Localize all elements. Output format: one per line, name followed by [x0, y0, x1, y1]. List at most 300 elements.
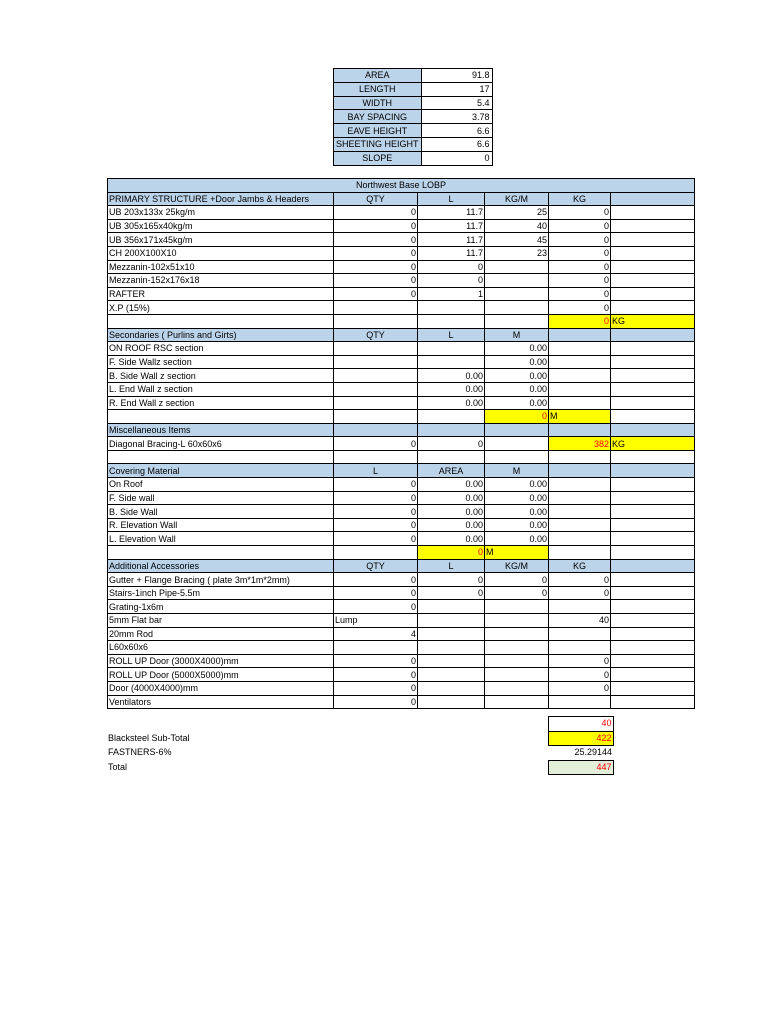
- empty-cell[interactable]: [611, 464, 695, 478]
- kgm-cell[interactable]: [485, 301, 549, 315]
- empty-cell[interactable]: [611, 410, 695, 424]
- empty-cell[interactable]: [611, 274, 695, 288]
- kg-cell[interactable]: 0: [549, 586, 611, 600]
- empty-cell[interactable]: [334, 546, 418, 560]
- empty-cell[interactable]: [611, 559, 695, 573]
- param-value[interactable]: 17: [421, 82, 492, 96]
- item-name[interactable]: ON ROOF RSC section: [108, 342, 334, 356]
- header-name[interactable]: PRIMARY STRUCTURE +Door Jambs & Headers: [108, 192, 334, 206]
- area-cell[interactable]: 0.00: [418, 518, 485, 532]
- qty-cell[interactable]: 0: [334, 681, 418, 695]
- kg-cell[interactable]: 0: [549, 654, 611, 668]
- m-cell[interactable]: 0.00: [485, 369, 549, 383]
- qty-cell[interactable]: [334, 355, 418, 369]
- table-row: [108, 518, 695, 532]
- qty-cell[interactable]: Lump: [334, 614, 418, 628]
- kg-cell[interactable]: [549, 641, 611, 655]
- empty-cell[interactable]: [611, 382, 695, 396]
- empty-cell[interactable]: [108, 546, 334, 560]
- empty-cell[interactable]: [611, 518, 695, 532]
- empty-cell[interactable]: [485, 437, 549, 451]
- empty-cell[interactable]: [485, 423, 549, 437]
- area-cell[interactable]: 0.00: [418, 478, 485, 492]
- item-name[interactable]: UB 305x165x40kg/m: [108, 219, 334, 233]
- empty-cell[interactable]: [611, 206, 695, 220]
- param-label[interactable]: EAVE HEIGHT: [334, 124, 422, 138]
- primary-total-unit[interactable]: KG: [611, 314, 695, 328]
- item-name[interactable]: F. Side Wallz section: [108, 355, 334, 369]
- item-name[interactable]: B. Side Wall z section: [108, 369, 334, 383]
- table-row: [108, 627, 695, 641]
- qty-cell[interactable]: [334, 301, 418, 315]
- param-label[interactable]: SHEETING HEIGHT: [334, 137, 422, 151]
- empty-cell[interactable]: [611, 505, 695, 519]
- table-row: [108, 382, 695, 396]
- empty-cell[interactable]: [418, 410, 485, 424]
- estimate-table: [107, 178, 695, 709]
- param-value[interactable]: 5.4: [421, 96, 492, 110]
- empty-cell[interactable]: [611, 342, 695, 356]
- table-row: [108, 396, 695, 410]
- header-l[interactable]: L: [418, 559, 485, 573]
- empty-cell[interactable]: [611, 355, 695, 369]
- table-row: [108, 668, 695, 682]
- param-row: [334, 82, 493, 96]
- covering-total-unit[interactable]: M: [485, 546, 549, 560]
- length-cell[interactable]: 0.00: [418, 369, 485, 383]
- total-label: Total: [108, 762, 128, 773]
- header-kg[interactable]: KG: [549, 559, 611, 573]
- item-name[interactable]: L. Elevation Wall: [108, 532, 334, 546]
- length-cell[interactable]: [418, 301, 485, 315]
- empty-cell[interactable]: [549, 423, 611, 437]
- kg-cell[interactable]: 0: [549, 681, 611, 695]
- length-cell[interactable]: 0: [418, 573, 485, 587]
- kg-cell[interactable]: 0: [549, 287, 611, 301]
- fasteners-row: [107, 746, 613, 761]
- header-kg[interactable]: KG: [549, 192, 611, 206]
- qty-cell[interactable]: 0: [334, 274, 418, 288]
- length-cell[interactable]: 0: [418, 274, 485, 288]
- subtotal-label: Blacksteel Sub-Total: [108, 732, 190, 743]
- length-cell[interactable]: [418, 600, 485, 614]
- header-m[interactable]: M: [485, 464, 549, 478]
- length-cell[interactable]: 0: [334, 478, 418, 492]
- subtotal-row: [107, 731, 613, 746]
- qty-cell[interactable]: 0: [334, 654, 418, 668]
- item-name[interactable]: L60x60x6: [108, 641, 334, 655]
- param-value[interactable]: 6.6: [421, 137, 492, 151]
- m-cell[interactable]: 0.00: [485, 382, 549, 396]
- length-cell[interactable]: [418, 668, 485, 682]
- empty-cell[interactable]: [611, 219, 695, 233]
- kg-cell[interactable]: 0: [549, 233, 611, 247]
- subtotal-row: [108, 314, 695, 328]
- kgm-cell[interactable]: [485, 668, 549, 682]
- qty-cell[interactable]: 0: [334, 246, 418, 260]
- header-name[interactable]: Additional Accessories: [108, 559, 334, 573]
- qty-cell[interactable]: 0: [334, 437, 418, 451]
- empty-cell[interactable]: [549, 450, 611, 464]
- kg-cell[interactable]: 0: [549, 573, 611, 587]
- kg-cell[interactable]: 0: [549, 246, 611, 260]
- qty-cell[interactable]: [334, 342, 418, 356]
- kgm-cell[interactable]: [485, 627, 549, 641]
- misc-total[interactable]: 382: [549, 437, 611, 451]
- subtotal-row: [108, 546, 695, 560]
- m-cell[interactable]: 0.00: [485, 342, 549, 356]
- item-name[interactable]: R. End Wall z section: [108, 396, 334, 410]
- kgm-cell[interactable]: [485, 681, 549, 695]
- item-name[interactable]: Mezzanin-152x176x18: [108, 274, 334, 288]
- table-row: [108, 287, 695, 301]
- item-name[interactable]: Ventilators: [108, 695, 334, 709]
- length-cell[interactable]: 11.7: [418, 233, 485, 247]
- length-cell[interactable]: 0: [334, 532, 418, 546]
- header-l[interactable]: L: [418, 328, 485, 342]
- length-cell[interactable]: 1: [418, 287, 485, 301]
- header-name[interactable]: Covering Material: [108, 464, 334, 478]
- table-row: [108, 233, 695, 247]
- qty-cell[interactable]: 0: [334, 600, 418, 614]
- table-row: [108, 219, 695, 233]
- kg-cell[interactable]: 0: [549, 301, 611, 315]
- length-cell[interactable]: 0: [418, 260, 485, 274]
- item-name[interactable]: On Roof: [108, 478, 334, 492]
- empty-cell[interactable]: [549, 532, 611, 546]
- table-row: [108, 437, 695, 451]
- item-name[interactable]: L. End Wall z section: [108, 382, 334, 396]
- empty-cell[interactable]: [611, 396, 695, 410]
- kg-cell[interactable]: 0: [549, 274, 611, 288]
- table-row: [108, 681, 695, 695]
- empty-cell[interactable]: [611, 450, 695, 464]
- empty-cell[interactable]: [485, 450, 549, 464]
- qty-cell[interactable]: [334, 369, 418, 383]
- kgm-cell[interactable]: [485, 260, 549, 274]
- item-name[interactable]: Mezzanin-102x51x10: [108, 260, 334, 274]
- empty-cell[interactable]: [611, 478, 695, 492]
- empty-cell[interactable]: [334, 410, 418, 424]
- length-cell[interactable]: [418, 342, 485, 356]
- header-qty[interactable]: QTY: [334, 328, 418, 342]
- table-row: [108, 301, 695, 315]
- length-cell[interactable]: 11.7: [418, 206, 485, 220]
- param-row: [334, 69, 493, 83]
- length-cell[interactable]: 11.7: [418, 246, 485, 260]
- m-cell[interactable]: 0.00: [485, 532, 549, 546]
- length-cell[interactable]: 11.7: [418, 219, 485, 233]
- empty-cell[interactable]: [108, 450, 334, 464]
- section-header-secondaries: [108, 328, 695, 342]
- empty-cell[interactable]: [611, 681, 695, 695]
- totals-block: [107, 716, 614, 775]
- qty-cell[interactable]: 4: [334, 627, 418, 641]
- header-name[interactable]: Miscellaneous Items: [108, 423, 334, 437]
- qty-cell[interactable]: [334, 641, 418, 655]
- area-cell[interactable]: 0.00: [418, 505, 485, 519]
- qty-cell[interactable]: [334, 382, 418, 396]
- table-row: [108, 355, 695, 369]
- item-name[interactable]: ROLL UP Door (5000X5000)mm: [108, 668, 334, 682]
- param-label[interactable]: AREA: [334, 69, 422, 83]
- param-label[interactable]: LENGTH: [334, 82, 422, 96]
- subtotal-row: [108, 410, 695, 424]
- length-cell[interactable]: 0: [418, 586, 485, 600]
- table-row: [108, 342, 695, 356]
- kg-cell[interactable]: 0: [549, 219, 611, 233]
- empty-cell[interactable]: [611, 491, 695, 505]
- primary-total[interactable]: 0: [549, 314, 611, 328]
- empty-cell[interactable]: [611, 695, 695, 709]
- length-cell[interactable]: [418, 627, 485, 641]
- m-cell[interactable]: 0.00: [485, 518, 549, 532]
- qty-cell[interactable]: 0: [334, 573, 418, 587]
- area-cell[interactable]: 0.00: [418, 532, 485, 546]
- item-name[interactable]: 5mm Flat bar: [108, 614, 334, 628]
- empty-cell[interactable]: [418, 423, 485, 437]
- table-row: [108, 246, 695, 260]
- kgm-cell[interactable]: [485, 614, 549, 628]
- empty-cell[interactable]: [334, 423, 418, 437]
- kg-cell[interactable]: [549, 695, 611, 709]
- sheet-title[interactable]: Northwest Base LOBP: [108, 179, 695, 193]
- param-label[interactable]: WIDTH: [334, 96, 422, 110]
- header-l[interactable]: L: [334, 464, 418, 478]
- empty-cell[interactable]: [108, 410, 334, 424]
- header-name[interactable]: Secondaries ( Purlins and Girts): [108, 328, 334, 342]
- blank-cell: [107, 717, 548, 732]
- length-cell[interactable]: [418, 641, 485, 655]
- empty-cell[interactable]: [418, 450, 485, 464]
- header-area[interactable]: AREA: [418, 464, 485, 478]
- empty-cell[interactable]: [611, 423, 695, 437]
- section-header-misc: [108, 423, 695, 437]
- item-name[interactable]: UB 203x133x 25kg/m: [108, 206, 334, 220]
- empty-cell[interactable]: [611, 328, 695, 342]
- table-row: [108, 505, 695, 519]
- item-name[interactable]: F. Side wall: [108, 491, 334, 505]
- length-cell[interactable]: 0: [334, 505, 418, 519]
- empty-cell[interactable]: [611, 573, 695, 587]
- empty-cell[interactable]: [549, 505, 611, 519]
- kgm-cell[interactable]: [485, 287, 549, 301]
- empty-cell[interactable]: [334, 314, 418, 328]
- header-m[interactable]: M: [485, 328, 549, 342]
- length-cell[interactable]: [418, 614, 485, 628]
- kg-cell[interactable]: [549, 600, 611, 614]
- param-value[interactable]: 91.8: [421, 69, 492, 83]
- empty-cell[interactable]: [549, 328, 611, 342]
- param-label[interactable]: BAY SPACING: [334, 110, 422, 124]
- param-row: [334, 96, 493, 110]
- length-cell[interactable]: 0: [334, 518, 418, 532]
- qty-cell[interactable]: 0: [334, 260, 418, 274]
- accessories-total[interactable]: 40: [548, 717, 613, 732]
- m-cell[interactable]: 0.00: [485, 355, 549, 369]
- table-row: [108, 532, 695, 546]
- empty-cell[interactable]: [611, 654, 695, 668]
- length-cell[interactable]: 0.00: [418, 382, 485, 396]
- empty-cell[interactable]: [549, 396, 611, 410]
- empty-cell[interactable]: [549, 382, 611, 396]
- length-cell[interactable]: [418, 695, 485, 709]
- section-header-accessories: [108, 559, 695, 573]
- grand-total-row: [107, 760, 613, 775]
- empty-cell[interactable]: [611, 369, 695, 383]
- item-name[interactable]: ROLL UP Door (3000X4000)mm: [108, 654, 334, 668]
- table-row: [108, 491, 695, 505]
- kg-cell[interactable]: 40: [549, 614, 611, 628]
- fasteners-value[interactable]: 25.29144: [574, 747, 612, 758]
- section-header-covering: [108, 464, 695, 478]
- item-name[interactable]: Gutter + Flange Bracing ( plate 3m*1m*2mm): [108, 573, 334, 587]
- section-header-primary: [108, 192, 695, 206]
- empty-cell[interactable]: [611, 586, 695, 600]
- empty-cell[interactable]: [418, 314, 485, 328]
- param-label[interactable]: SLOPE: [334, 151, 422, 165]
- kgm-cell[interactable]: 25: [485, 206, 549, 220]
- empty-cell[interactable]: [485, 314, 549, 328]
- misc-total-unit[interactable]: KG: [611, 437, 695, 451]
- qty-cell[interactable]: 0: [334, 287, 418, 301]
- table-row: [108, 600, 695, 614]
- empty-cell[interactable]: [549, 464, 611, 478]
- table-row: [108, 695, 695, 709]
- kgm-cell[interactable]: [485, 695, 549, 709]
- table-row: [108, 586, 695, 600]
- qty-cell[interactable]: 0: [334, 695, 418, 709]
- empty-cell[interactable]: [611, 233, 695, 247]
- qty-cell[interactable]: 0: [334, 233, 418, 247]
- length-cell[interactable]: [418, 654, 485, 668]
- empty-cell[interactable]: [334, 450, 418, 464]
- kgm-cell[interactable]: 40: [485, 219, 549, 233]
- empty-cell[interactable]: [549, 478, 611, 492]
- empty-cell[interactable]: [611, 260, 695, 274]
- table-row: [108, 369, 695, 383]
- empty-cell[interactable]: [611, 627, 695, 641]
- header-kgm[interactable]: KG/M: [485, 559, 549, 573]
- param-value[interactable]: 6.6: [421, 124, 492, 138]
- empty-cell[interactable]: [611, 301, 695, 315]
- header-qty[interactable]: QTY: [334, 559, 418, 573]
- kg-cell[interactable]: 0: [549, 206, 611, 220]
- table-row: [108, 654, 695, 668]
- spacer-row: [108, 450, 695, 464]
- table-row: [108, 478, 695, 492]
- kgm-cell[interactable]: 23: [485, 246, 549, 260]
- kgm-cell[interactable]: [485, 600, 549, 614]
- qty-cell[interactable]: 0: [334, 586, 418, 600]
- header-kgm[interactable]: KG/M: [485, 192, 549, 206]
- qty-cell[interactable]: 0: [334, 668, 418, 682]
- length-cell[interactable]: [418, 681, 485, 695]
- item-name[interactable]: Grating-1x6m: [108, 600, 334, 614]
- param-value[interactable]: 3.78: [421, 110, 492, 124]
- secondaries-total-unit[interactable]: M: [549, 410, 611, 424]
- covering-total[interactable]: 0: [418, 546, 485, 560]
- header-qty[interactable]: QTY: [334, 192, 418, 206]
- qty-cell[interactable]: 0: [334, 219, 418, 233]
- kgm-cell[interactable]: [485, 641, 549, 655]
- item-name[interactable]: B. Side Wall: [108, 505, 334, 519]
- kgm-cell[interactable]: [485, 654, 549, 668]
- qty-cell[interactable]: 0: [334, 206, 418, 220]
- empty-cell[interactable]: [611, 532, 695, 546]
- header-l[interactable]: L: [418, 192, 485, 206]
- area-cell[interactable]: 0.00: [418, 491, 485, 505]
- fasteners-label: FASTNERS-6%: [108, 747, 172, 758]
- item-name[interactable]: Stairs-1inch Pipe-5.5m: [108, 586, 334, 600]
- item-name[interactable]: 20mm Rod: [108, 627, 334, 641]
- empty-cell[interactable]: [611, 287, 695, 301]
- m-cell[interactable]: 0.00: [485, 396, 549, 410]
- m-cell[interactable]: 0.00: [485, 491, 549, 505]
- table-row: [108, 274, 695, 288]
- item-name[interactable]: CH 200X100X10: [108, 246, 334, 260]
- empty-cell[interactable]: [549, 518, 611, 532]
- item-name[interactable]: Door (4000X4000)mm: [108, 681, 334, 695]
- table-row: [108, 260, 695, 274]
- length-cell[interactable]: 0: [418, 437, 485, 451]
- param-row: [334, 124, 493, 138]
- empty-cell[interactable]: [549, 355, 611, 369]
- kgm-cell[interactable]: 0: [485, 573, 549, 587]
- m-cell[interactable]: 0.00: [485, 478, 549, 492]
- param-row: [334, 137, 493, 151]
- empty-cell[interactable]: [108, 314, 334, 328]
- empty-cell[interactable]: [549, 342, 611, 356]
- length-cell[interactable]: 0.00: [418, 396, 485, 410]
- empty-cell[interactable]: [611, 246, 695, 260]
- item-name[interactable]: Diagonal Bracing-L 60x60x6: [108, 437, 334, 451]
- param-value[interactable]: 0: [421, 151, 492, 165]
- secondaries-total[interactable]: 0: [485, 410, 549, 424]
- empty-cell[interactable]: [611, 614, 695, 628]
- kg-cell[interactable]: [549, 627, 611, 641]
- item-name[interactable]: R. Elevation Wall: [108, 518, 334, 532]
- empty-cell[interactable]: [611, 546, 695, 560]
- empty-cell[interactable]: [611, 192, 695, 206]
- item-name[interactable]: UB 356x171x45kg/m: [108, 233, 334, 247]
- kgm-cell[interactable]: 45: [485, 233, 549, 247]
- title-row: [108, 179, 695, 193]
- kgm-cell[interactable]: 0: [485, 586, 549, 600]
- empty-cell[interactable]: [549, 369, 611, 383]
- empty-cell[interactable]: [611, 668, 695, 682]
- item-name[interactable]: X.P (15%): [108, 301, 334, 315]
- kgm-cell[interactable]: [485, 274, 549, 288]
- total-value[interactable]: 447: [548, 760, 613, 775]
- qty-cell[interactable]: [334, 396, 418, 410]
- length-cell[interactable]: 0: [334, 491, 418, 505]
- length-cell[interactable]: [418, 355, 485, 369]
- table-row: [108, 206, 695, 220]
- empty-cell[interactable]: [611, 600, 695, 614]
- table-row: [108, 573, 695, 587]
- m-cell[interactable]: 0.00: [485, 505, 549, 519]
- kg-cell[interactable]: 0: [549, 668, 611, 682]
- param-row: [334, 110, 493, 124]
- empty-cell[interactable]: [549, 491, 611, 505]
- subtotal-value[interactable]: 422: [548, 731, 613, 746]
- item-name[interactable]: RAFTER: [108, 287, 334, 301]
- parameters-table: [333, 68, 493, 166]
- kg-cell[interactable]: 0: [549, 260, 611, 274]
- empty-cell[interactable]: [549, 546, 611, 560]
- empty-cell[interactable]: [611, 641, 695, 655]
